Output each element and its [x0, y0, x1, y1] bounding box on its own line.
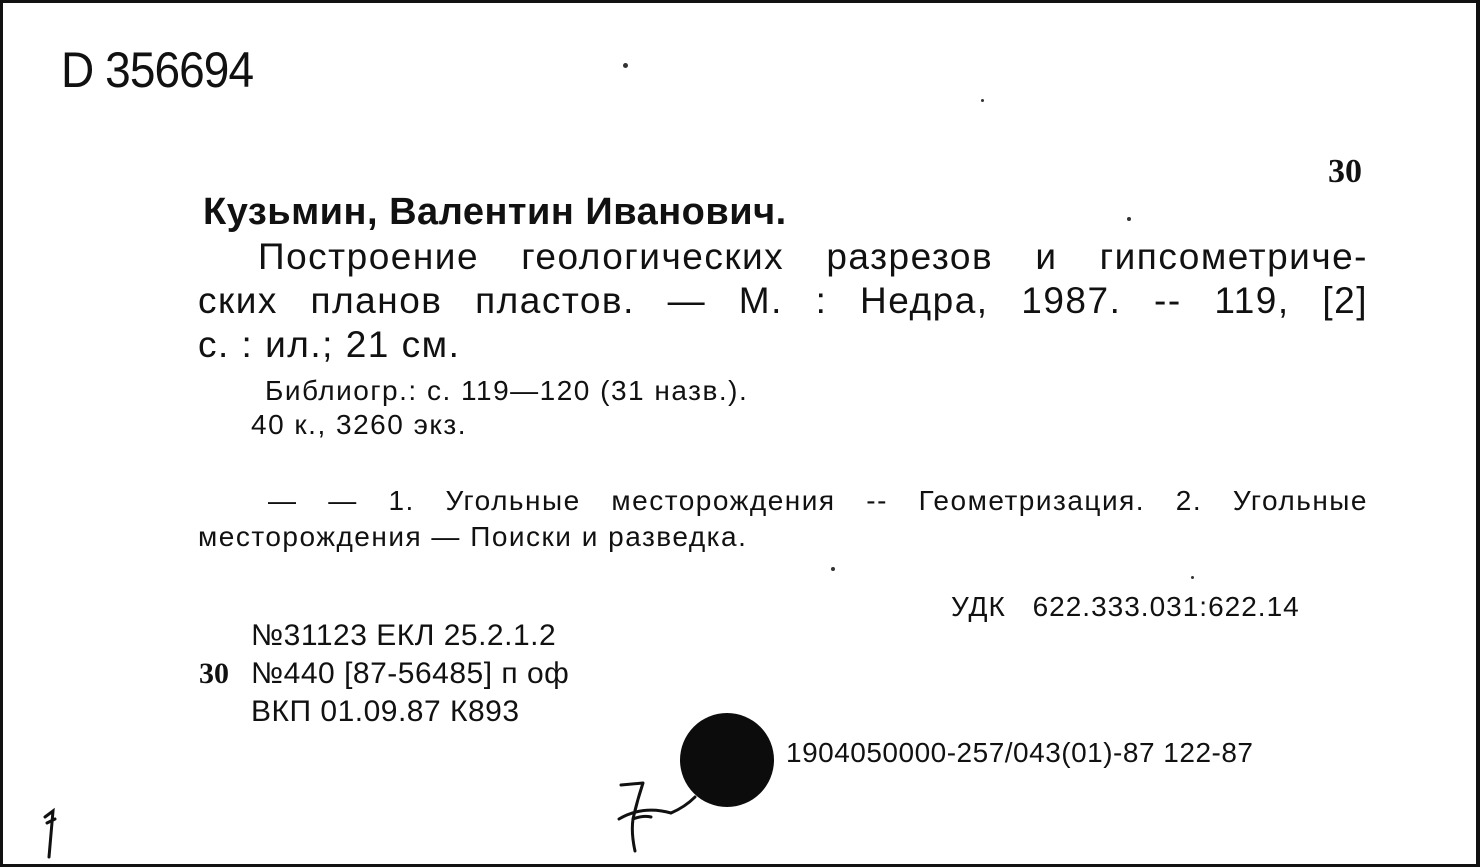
library-line-1: №31123 ЕКЛ 25.2.1.2 — [251, 619, 557, 652]
title-statement — [198, 235, 1368, 367]
shelf-mark: 30 — [1328, 153, 1362, 190]
subject-headings — [198, 483, 1368, 555]
subject-line-2: месторождения — Поиски и разведка. — [198, 521, 748, 552]
bibliography-note: Библиогр.: с. 119—120 (31 назв.). — [265, 375, 749, 406]
ink-speck — [1191, 576, 1194, 579]
author-heading: Кузьмин, Валентин Иванович. — [203, 191, 787, 233]
ink-speck — [831, 567, 835, 571]
title-line-3: с. : ил.; 21 см. — [198, 324, 461, 365]
handwritten-mark-icon — [613, 771, 703, 861]
subject-line-1: — — 1. Угольные месторождения -- Геометризация. 2. Угольные — [268, 485, 1368, 516]
library-line-3: ВКП 01.09.87 К893 — [251, 695, 520, 728]
library-line-2: №440 [87-56485] п оф — [251, 657, 570, 690]
price-note: 40 к., 3260 экз. — [251, 409, 468, 440]
udk-classification: УДК 622.333.031:622.14 — [951, 591, 1300, 622]
ink-speck — [981, 99, 984, 102]
handwritten-tick-icon — [37, 803, 67, 863]
publication-code: 1904050000-257/043(01)-87 122-87 — [786, 737, 1254, 768]
ink-speck — [1127, 217, 1131, 221]
handwritten-inventory-number: D 356694 — [61, 42, 254, 98]
ink-speck — [623, 63, 628, 68]
title-line-2: ских планов пластов. — М. : Недра, 1987. -- 119, [2] — [198, 280, 1368, 321]
library-shelf-number: 30 — [199, 657, 229, 690]
title-line-1: Построение геологических разрезов и гипсометриче- — [258, 236, 1368, 277]
